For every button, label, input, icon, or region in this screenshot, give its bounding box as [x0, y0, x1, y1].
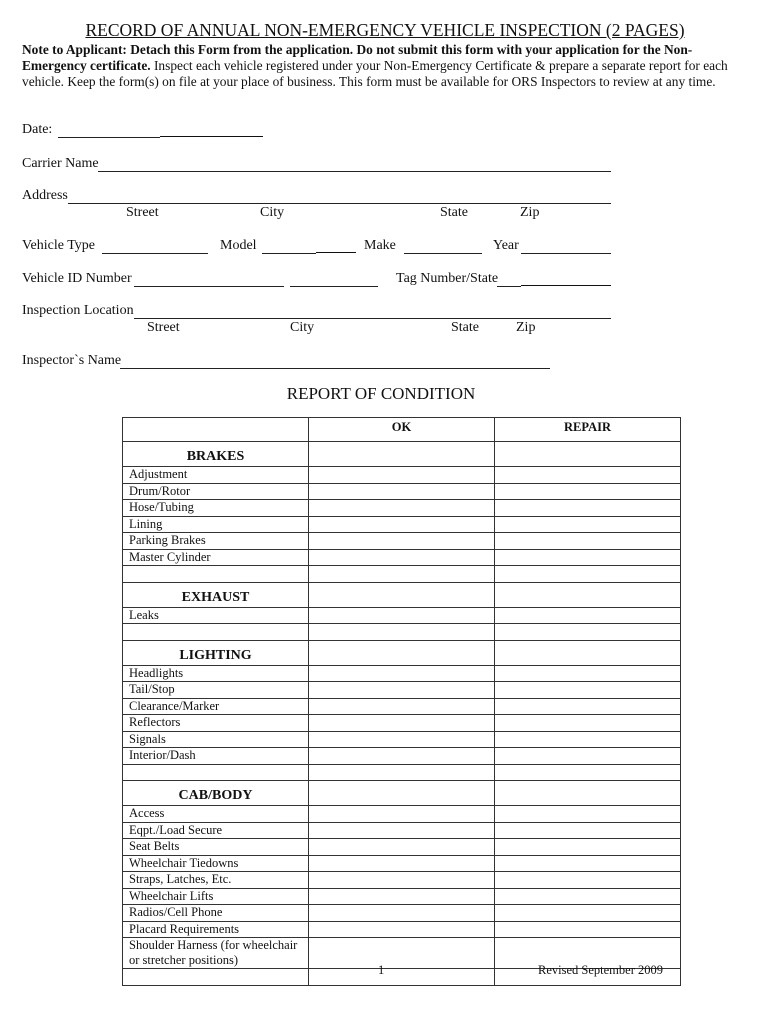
repair-cell[interactable]	[495, 500, 681, 517]
ok-cell[interactable]	[309, 822, 495, 839]
item-label: Headlights	[123, 665, 309, 682]
item-label: Placard Requirements	[123, 921, 309, 938]
vehicle-type-line[interactable]	[102, 253, 208, 254]
repair-cell[interactable]	[495, 888, 681, 905]
table-row	[123, 822, 681, 839]
ok-cell[interactable]	[309, 855, 495, 872]
make-line[interactable]	[404, 253, 482, 254]
table-row	[123, 872, 681, 889]
repair-cell[interactable]	[495, 855, 681, 872]
vehicle-id-line-2[interactable]	[290, 286, 378, 287]
repair-cell[interactable]	[495, 533, 681, 550]
ok-cell[interactable]	[309, 731, 495, 748]
repair-cell[interactable]	[495, 442, 681, 467]
model-label: Model	[220, 238, 257, 253]
repair-cell[interactable]	[495, 905, 681, 922]
address-line[interactable]	[68, 203, 611, 204]
header-ok: OK	[309, 418, 495, 442]
repair-cell[interactable]	[495, 839, 681, 856]
ok-cell[interactable]	[309, 806, 495, 823]
ok-cell[interactable]	[309, 764, 495, 781]
item-label: Parking Brakes	[123, 533, 309, 550]
inspector-name-label: Inspector`s Name	[22, 353, 122, 368]
table-row	[123, 467, 681, 484]
item-label: Reflectors	[123, 715, 309, 732]
section-row	[123, 781, 681, 806]
revised-date: Revised September 2009	[538, 963, 663, 977]
condition-table-body	[123, 442, 681, 986]
item-label: Eqpt./Load Secure	[123, 822, 309, 839]
table-row	[123, 533, 681, 550]
ok-cell[interactable]	[309, 715, 495, 732]
note-text: Inspect each vehicle registered under your Non-Emergency Certificate & prepare a separate report for each vehicle. Keep the form(s) on file at your place of business. This form must be available for ORS Inspectors to review at any time.	[22, 58, 728, 89]
table-row	[123, 698, 681, 715]
inspection-location-line[interactable]	[134, 318, 611, 319]
table-row	[123, 888, 681, 905]
address-state-caption: State	[440, 205, 468, 220]
item-label: Wheelchair Tiedowns	[123, 855, 309, 872]
address-street-caption: Street	[126, 205, 159, 220]
table-row	[123, 665, 681, 682]
item-label: Shoulder Harness (for wheelchair or stretcher positions)	[123, 938, 309, 969]
ok-cell[interactable]	[309, 483, 495, 500]
repair-cell[interactable]	[495, 748, 681, 765]
table-row	[123, 921, 681, 938]
repair-cell[interactable]	[495, 549, 681, 566]
blank-row	[123, 764, 681, 781]
item-label: Leaks	[123, 607, 309, 624]
repair-cell[interactable]	[495, 640, 681, 665]
repair-cell[interactable]	[495, 764, 681, 781]
item-label: Straps, Latches, Etc.	[123, 872, 309, 889]
item-label: Signals	[123, 731, 309, 748]
ok-cell[interactable]	[309, 500, 495, 517]
make-label: Make	[364, 238, 396, 253]
repair-cell[interactable]	[495, 806, 681, 823]
repair-cell[interactable]	[495, 781, 681, 806]
ok-cell[interactable]	[309, 682, 495, 699]
address-label: Address	[22, 188, 68, 203]
item-label: Clearance/Marker	[123, 698, 309, 715]
model-line-2[interactable]	[316, 252, 356, 253]
vehicle-id-line-1[interactable]	[134, 286, 284, 287]
ok-cell[interactable]	[309, 748, 495, 765]
item-label: Adjustment	[123, 467, 309, 484]
header-item	[123, 418, 309, 442]
repair-cell[interactable]	[495, 872, 681, 889]
table-row	[123, 483, 681, 500]
section-row	[123, 640, 681, 665]
tag-number-label: Tag Number/State	[396, 271, 499, 286]
vehicle-type-label: Vehicle Type	[22, 238, 96, 253]
blank-row	[123, 566, 681, 583]
carrier-name-label: Carrier Name	[22, 156, 99, 171]
section-heading: BRAKES	[123, 442, 309, 467]
inspection-location-label: Inspection Location	[22, 303, 134, 318]
ok-cell[interactable]	[309, 607, 495, 624]
repair-cell[interactable]	[495, 516, 681, 533]
repair-cell[interactable]	[495, 921, 681, 938]
item-label: Radios/Cell Phone	[123, 905, 309, 922]
table-row	[123, 516, 681, 533]
date-line-2[interactable]	[160, 136, 263, 137]
item-label: Interior/Dash	[123, 748, 309, 765]
item-label: Drum/Rotor	[123, 483, 309, 500]
ok-cell[interactable]	[309, 566, 495, 583]
section-row	[123, 582, 681, 607]
item-label: Wheelchair Lifts	[123, 888, 309, 905]
ok-cell[interactable]	[309, 839, 495, 856]
repair-cell[interactable]	[495, 715, 681, 732]
note-bold: Note to Applicant: Detach this Form from the application. Do not submit this form with your application for the Non-Emergency certificate.	[22, 42, 693, 73]
ok-cell[interactable]	[309, 549, 495, 566]
page-number: 1	[378, 963, 385, 977]
year-label: Year	[493, 238, 519, 253]
blank-cell	[123, 624, 309, 641]
item-label: Lining	[123, 516, 309, 533]
ok-cell[interactable]	[309, 640, 495, 665]
repair-cell[interactable]	[495, 582, 681, 607]
blank-cell	[123, 764, 309, 781]
repair-cell[interactable]	[495, 682, 681, 699]
ok-cell[interactable]	[309, 938, 495, 969]
blank-row	[123, 624, 681, 641]
repair-cell[interactable]	[495, 483, 681, 500]
ok-cell[interactable]	[309, 888, 495, 905]
repair-cell[interactable]	[495, 607, 681, 624]
inspector-name-line[interactable]	[120, 368, 550, 369]
applicant-note	[22, 42, 748, 90]
location-state-caption: State	[451, 320, 479, 335]
section-heading: EXHAUST	[123, 582, 309, 607]
ok-cell[interactable]	[309, 516, 495, 533]
ok-cell[interactable]	[309, 781, 495, 806]
item-label: Hose/Tubing	[123, 500, 309, 517]
section-heading: LIGHTING	[123, 640, 309, 665]
item-label: Tail/Stop	[123, 682, 309, 699]
table-header-row	[123, 418, 681, 442]
table-row	[123, 549, 681, 566]
tag-number-line-1[interactable]	[497, 286, 521, 287]
model-line-1[interactable]	[262, 253, 316, 254]
ok-cell[interactable]	[309, 442, 495, 467]
date-line-1[interactable]	[58, 137, 160, 138]
item-label: Seat Belts	[123, 839, 309, 856]
year-line[interactable]	[521, 253, 611, 254]
table-row	[123, 500, 681, 517]
address-city-caption: City	[260, 205, 285, 220]
repair-cell[interactable]	[495, 822, 681, 839]
ok-cell[interactable]	[309, 467, 495, 484]
ok-cell[interactable]	[309, 905, 495, 922]
ok-cell[interactable]	[309, 698, 495, 715]
item-label: Access	[123, 806, 309, 823]
ok-cell[interactable]	[309, 533, 495, 550]
repair-cell[interactable]	[495, 698, 681, 715]
section-heading: CAB/BODY	[123, 781, 309, 806]
table-row	[123, 748, 681, 765]
ok-cell[interactable]	[309, 665, 495, 682]
repair-cell[interactable]	[495, 731, 681, 748]
report-heading: REPORT OF CONDITION	[286, 384, 476, 403]
blank-cell	[123, 969, 309, 986]
table-row	[123, 682, 681, 699]
ok-cell[interactable]	[309, 969, 495, 986]
date-label: Date:	[22, 122, 53, 137]
ok-cell[interactable]	[309, 921, 495, 938]
repair-cell[interactable]	[495, 665, 681, 682]
condition-table	[122, 417, 681, 986]
location-zip-caption: Zip	[516, 320, 536, 335]
item-label: Master Cylinder	[123, 549, 309, 566]
table-row	[123, 715, 681, 732]
table-row	[123, 839, 681, 856]
section-row	[123, 442, 681, 467]
repair-cell[interactable]	[495, 624, 681, 641]
repair-cell[interactable]	[495, 566, 681, 583]
ok-cell[interactable]	[309, 872, 495, 889]
address-zip-caption: Zip	[520, 205, 540, 220]
location-street-caption: Street	[147, 320, 180, 335]
carrier-name-line[interactable]	[98, 171, 611, 172]
table-row	[123, 855, 681, 872]
table-row	[123, 806, 681, 823]
ok-cell[interactable]	[309, 582, 495, 607]
table-row	[123, 607, 681, 624]
table-row	[123, 905, 681, 922]
blank-cell	[123, 566, 309, 583]
form-title: RECORD OF ANNUAL NON-EMERGENCY VEHICLE INSPECTION (2 PAGES)	[85, 20, 685, 40]
tag-number-line-2[interactable]	[521, 285, 611, 286]
vehicle-id-label: Vehicle ID Number	[22, 271, 132, 286]
repair-cell[interactable]	[495, 467, 681, 484]
header-repair: REPAIR	[495, 418, 681, 442]
location-city-caption: City	[290, 320, 315, 335]
table-row	[123, 731, 681, 748]
ok-cell[interactable]	[309, 624, 495, 641]
